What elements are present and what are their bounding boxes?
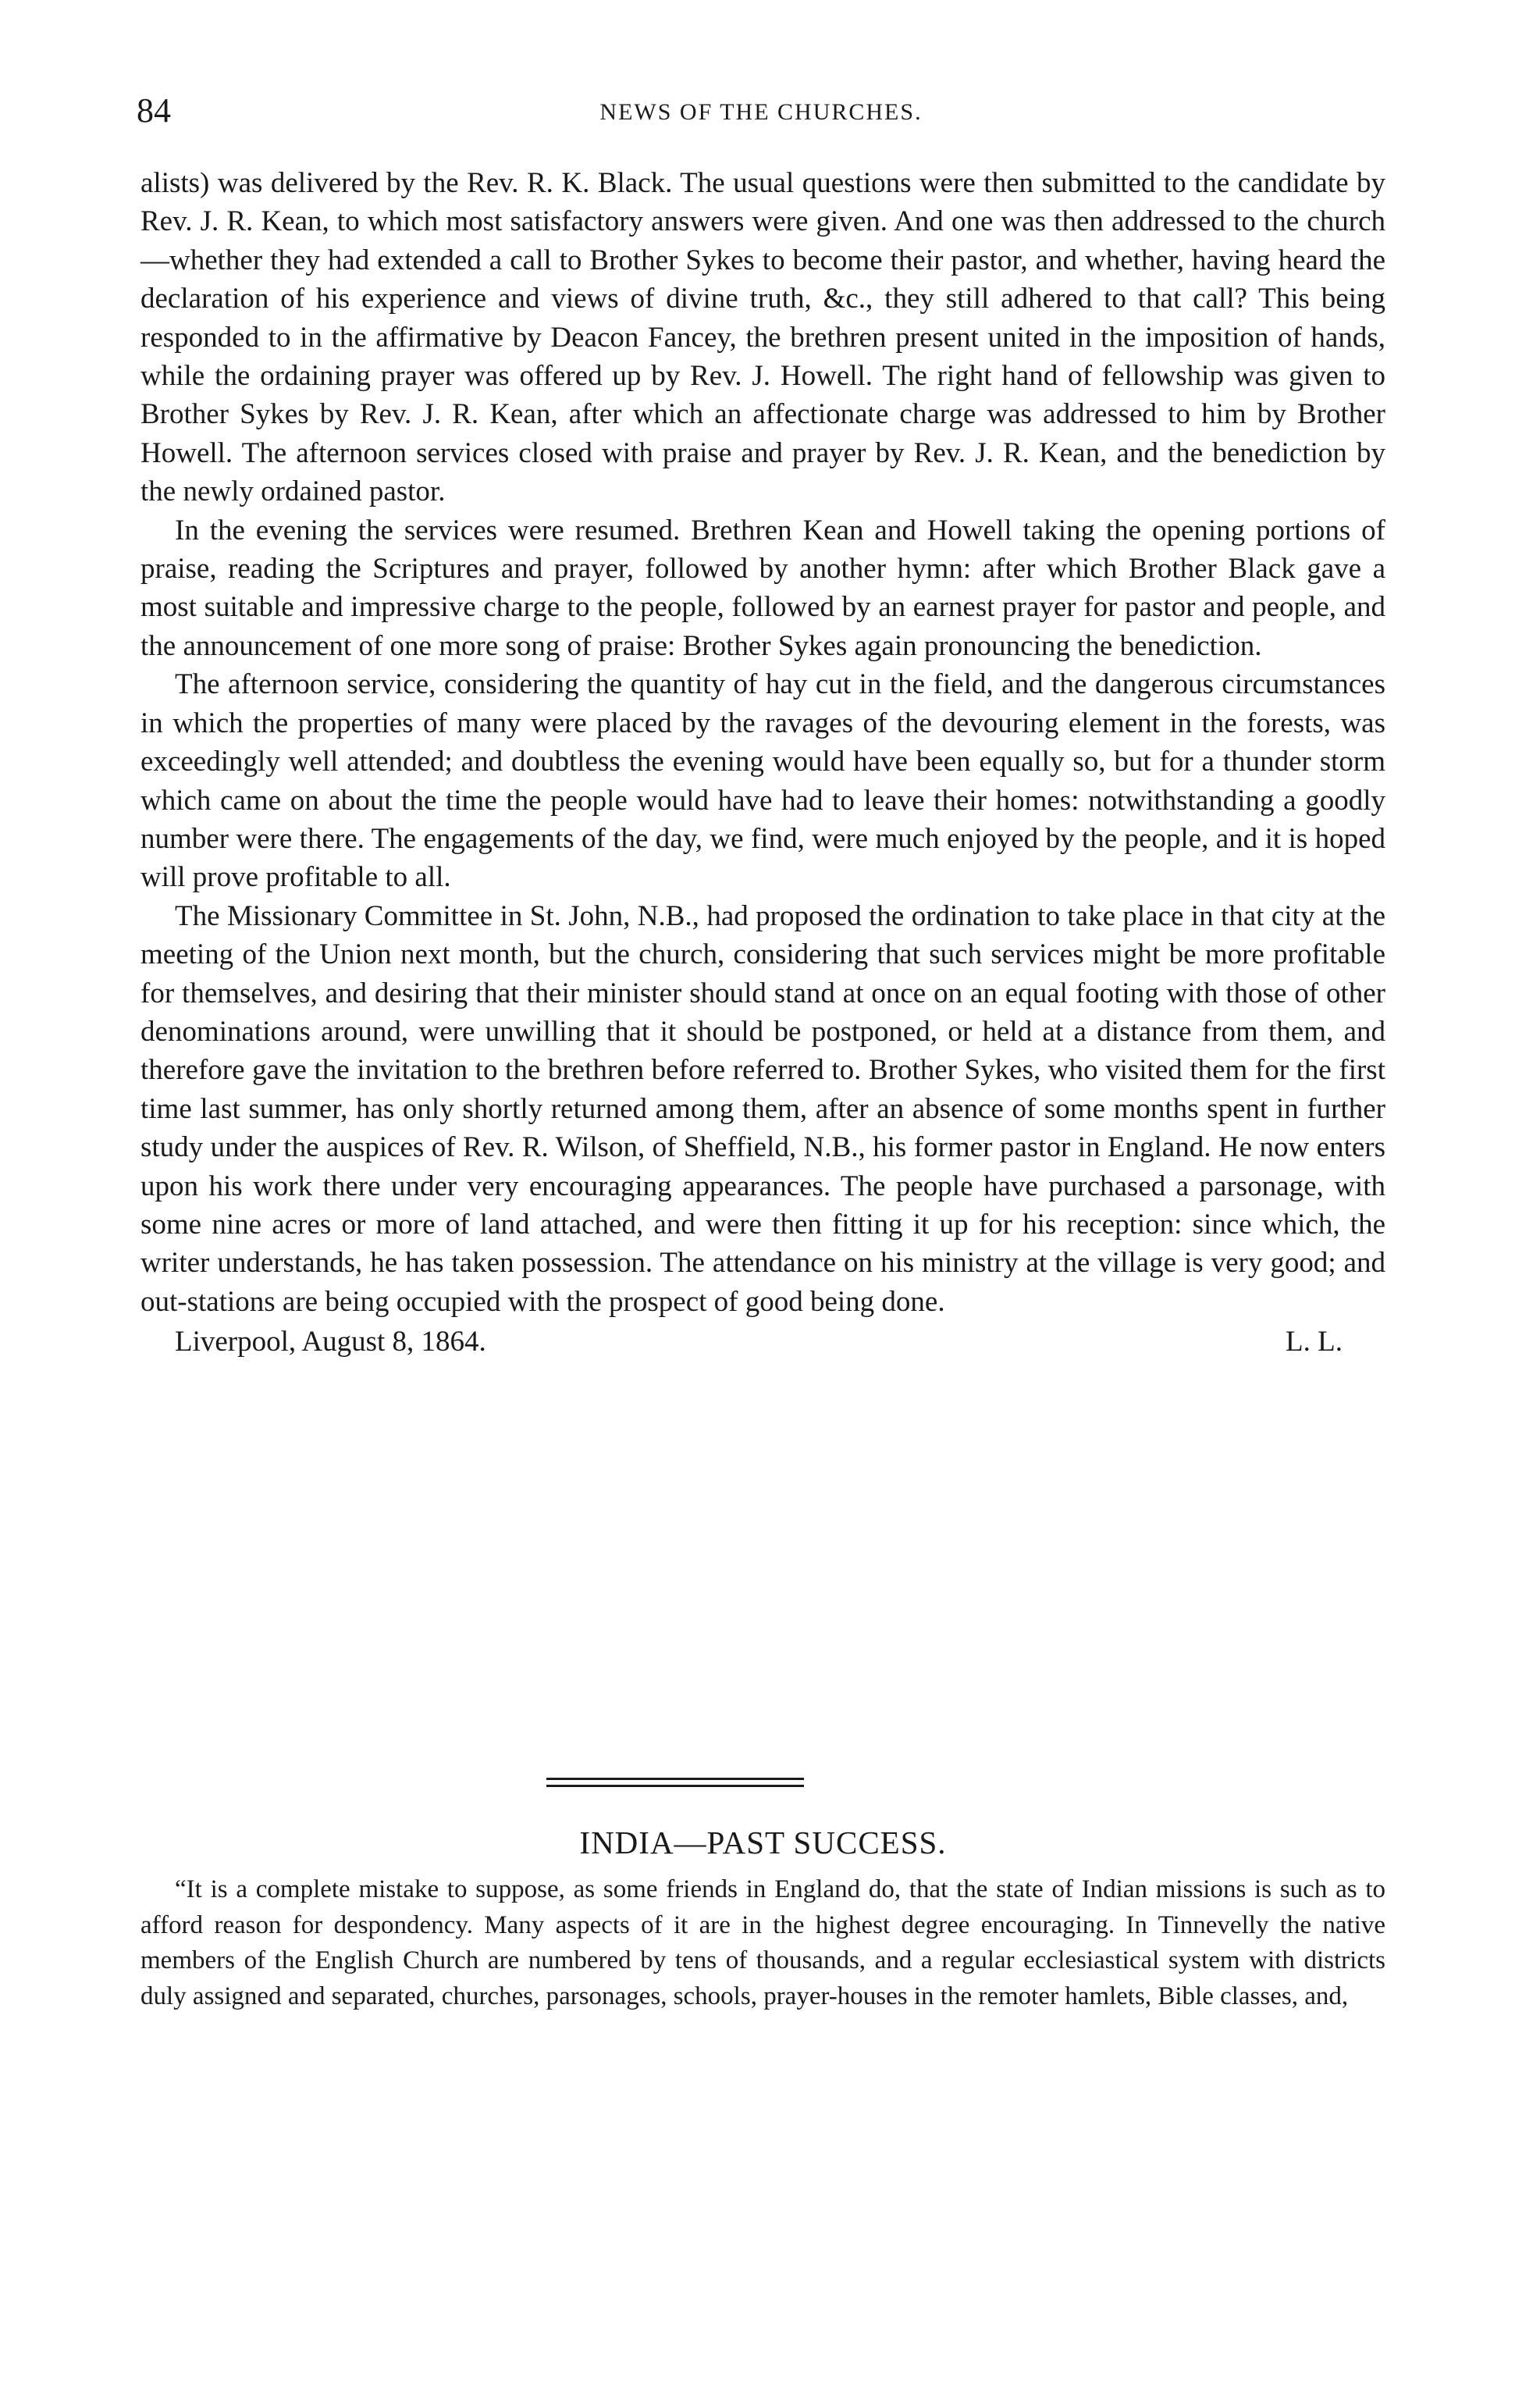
article-body xyxy=(140,164,1385,1362)
running-head xyxy=(137,87,1385,134)
article-paragraph: The afternoon service, considering the quantity of hay cut in the field, and the dangerous circumstances in which the properties of many were placed by the ravages of the devouring element in the forests, was exceedingly well attended; and doubtless the evening would have been equally so, but for a thunder storm which came on about the time the people would have had to leave their homes: notwithstanding a goodly number were there. The engagements of the day, we find, were much enjoyed by the people, and it is hoped will prove profitable to all. xyxy=(140,668,1385,894)
article-signoff xyxy=(140,1323,1385,1362)
page-number: 84 xyxy=(137,91,171,130)
signoff-date: Liverpool, August 8, 1864. xyxy=(175,1326,486,1358)
article-paragraph: alists) was delivered by the Rev. R. K. Black. The usual questions were then submitted to the candidate by Rev. J. R. Kean, to which most satisfactory answers were given. And one was then addressed to the church—whether they had extended a call to Brother Sykes to become their pastor, and whether, having heard the declaration of his experience and views of divine truth, &c., they still adhered to that call? This being responded to in the affirmative by Deacon Fancey, the brethren present united in the imposition of hands, while the ordaining prayer was offered up by Rev. J. Howell. The right hand of fellowship was given to Brother Sykes by Rev. J. R. Kean, after which an affectionate charge was addressed to him by Brother Howell. The afternoon services closed with praise and prayer by Rev. J. R. Kean, and the benediction by the newly ordained pastor. xyxy=(140,167,1385,508)
section-divider xyxy=(546,1778,804,1787)
section-body xyxy=(140,1872,1385,2014)
article-paragraph: In the evening the services were resumed. Brethren Kean and Howell taking the opening portions of praise, reading the Scriptures and prayer, followed by another hymn: after which Brother Black gave a most suitable and impressive charge to the people, followed by an earnest prayer for pastor and people, and the announcement of one more song of praise: Brother Sykes again pronouncing the benediction. xyxy=(140,514,1385,662)
quote-paragraph: “It is a complete mistake to suppose, as some friends in England do, that the state of Indian missions is such as to afford reason for despondency. Many aspects of it are in the highest degree encouraging. In Tinnevelly the native members of the English Church are numbered by tens of thousands, and a regular ecclesiastical system with districts duly assigned and separated, churches, parsonages, schools, prayer-houses in the remoter hamlets, Bible classes, and, xyxy=(140,1875,1385,2010)
running-title: NEWS OF THE CHURCHES. xyxy=(599,99,923,125)
signoff-initials: L. L. xyxy=(1286,1326,1343,1358)
divider-rule-bottom xyxy=(546,1785,804,1787)
divider-rule-top xyxy=(546,1778,804,1780)
article-paragraph: The Missionary Committee in St. John, N.B., had proposed the ordination to take place in that city at the meeting of the Union next month, but the church, considering that such services might be more profitable for themselves, and desiring that their minister should stand at once on an equal footing with those of other denominations around, were unwilling that it should be postponed, or held at a distance from them, and therefore gave the invitation to the brethren before referred to. Brother Sykes, who visited them for the first time last summer, has only shortly returned among them, after an absence of some months spent in further study under the auspices of Rev. R. Wilson, of Sheffield, N.B., his former pastor in England. He now enters upon his work there under very encouraging appearances. The people have purchased a parsonage, with some nine acres or more of land attached, and were then fitting it up for his reception: since which, the writer understands, he has taken possession. The attendance on his ministry at the village is very good; and out-stations are being occupied with the prospect of good being done. xyxy=(140,899,1385,1318)
section-heading: INDIA—PAST SUCCESS. xyxy=(579,1825,947,1860)
